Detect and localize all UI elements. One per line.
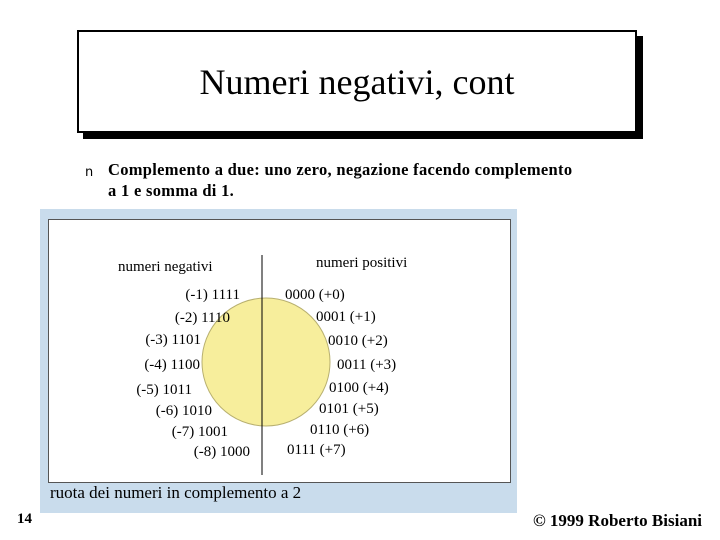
negative-value-label: (-2) 1110: [174, 310, 230, 326]
number-wheel-diagram: [40, 209, 517, 513]
bullet-text: Complemento a due: uno zero, negazione facendo complemento a 1 e somma di 1.: [108, 160, 573, 200]
negative-value-label: (-1) 1111: [185, 287, 240, 303]
negative-value-label: (-7) 1001: [171, 424, 228, 440]
positive-value-label: 0001 (+1): [316, 309, 376, 325]
positive-value-label: 0000 (+0): [285, 287, 345, 303]
copyright-notice: © 1999 Roberto Bisiani: [532, 511, 702, 530]
negative-value-label: (-6) 1010: [155, 403, 212, 419]
figure-caption: ruota dei numeri in complemento a 2: [50, 483, 302, 502]
negative-value-label: (-5) 1011: [136, 382, 192, 398]
negative-value-label: (-4) 1100: [144, 357, 200, 373]
positive-value-label: 0100 (+4): [329, 380, 389, 396]
positive-value-label: 0010 (+2): [328, 333, 388, 349]
negative-value-label: (-8) 1000: [193, 444, 250, 460]
page-number: 14: [17, 511, 32, 527]
negative-value-label: (-3) 1101: [145, 332, 201, 348]
positive-value-label: 0111 (+7): [287, 442, 346, 458]
bullet-marker: n: [85, 165, 94, 180]
label-negative-numbers: numeri negativi: [118, 259, 213, 275]
positive-value-label: 0101 (+5): [319, 401, 379, 417]
twos-complement-wheel-figure: [40, 209, 517, 513]
title-box: [77, 30, 637, 133]
label-positive-numbers: numeri positivi: [316, 255, 408, 271]
slide-title: Numeri negativi, cont: [199, 61, 515, 102]
positive-value-label: 0110 (+6): [310, 422, 370, 438]
positive-value-label: 0011 (+3): [337, 357, 397, 373]
